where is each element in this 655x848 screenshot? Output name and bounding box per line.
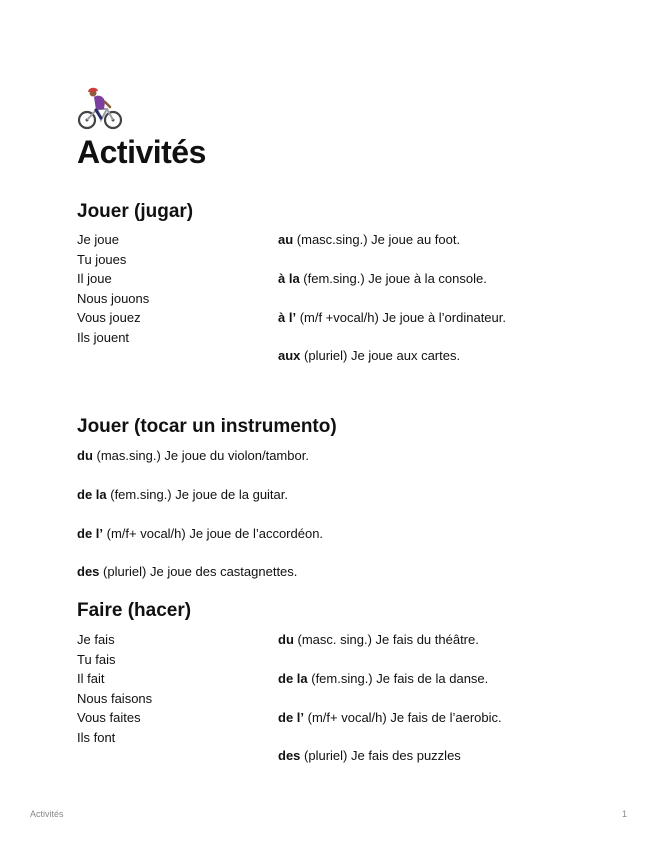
article-term: de la <box>77 487 107 502</box>
article-example <box>278 308 506 328</box>
article-description: (m/f+ vocal/h) Je joue de l’accordéon. <box>103 526 324 541</box>
article-example <box>77 562 297 582</box>
article-term: à la <box>278 271 300 286</box>
article-example <box>278 230 460 250</box>
article-description: (fem.sing.) Je fais de la danse. <box>307 671 489 686</box>
article-description: (m/f +vocal/h) Je joue à l’ordinateur. <box>296 310 506 325</box>
article-term: du <box>278 632 294 647</box>
article-description: (m/f+ vocal/h) Je fais de l’aerobic. <box>304 710 502 725</box>
article-description: (fem.sing.) Je joue à la console. <box>299 271 487 286</box>
article-description: (mas.sing.) Je joue du violon/tambor. <box>92 448 309 463</box>
article-description: (pluriel) Je fais des puzzles <box>300 748 461 763</box>
conjugation-line: Ils jouent <box>77 329 130 345</box>
person-biking-icon <box>77 85 123 131</box>
article-example <box>77 485 288 505</box>
article-example <box>278 746 461 766</box>
article-description: (pluriel) Je joue des castagnettes. <box>99 564 298 579</box>
article-term: du <box>77 448 93 463</box>
conjugation-line: Tu fais <box>77 651 116 667</box>
article-description: (pluriel) Je joue aux cartes. <box>300 348 461 363</box>
conjugation-line: Je fais <box>77 632 115 647</box>
article-example <box>278 669 488 689</box>
article-example <box>278 630 479 650</box>
article-term: de la <box>278 671 308 686</box>
conjugation-line: Vous faites <box>77 710 141 725</box>
conjugation-line: Nous jouons <box>77 290 150 306</box>
article-term: de l’ <box>278 710 305 725</box>
conjugation-line: Je joue <box>77 232 119 247</box>
conjugation-line: Il fait <box>77 671 105 686</box>
article-example <box>77 446 309 466</box>
article-example <box>77 524 323 544</box>
conjugation-line: Ils font <box>77 729 116 745</box>
article-description: (fem.sing.) Je joue de la guitar. <box>106 487 288 502</box>
article-term: des <box>278 748 301 763</box>
section-heading-faire: Faire (hacer) <box>77 600 192 621</box>
page-title: Activités <box>77 134 206 170</box>
article-term: des <box>77 564 100 579</box>
article-description: (masc. sing.) Je fais du théâtre. <box>293 632 479 647</box>
conjugation-line: Il joue <box>77 271 112 286</box>
article-description: (masc.sing.) Je joue au foot. <box>293 232 461 247</box>
conjugation-line: Nous faisons <box>77 690 153 706</box>
article-example <box>278 708 502 728</box>
section-heading-jouer-jugar: Jouer (jugar) <box>77 201 194 222</box>
section-heading-jouer-instrument: Jouer (tocar un instrumento) <box>77 416 337 437</box>
article-term: à l’ <box>278 310 297 325</box>
article-term: au <box>278 232 294 247</box>
article-example <box>278 269 487 289</box>
article-term: de l’ <box>77 526 104 541</box>
footer-label: Activités <box>30 809 64 819</box>
article-term: aux <box>278 348 301 363</box>
conjugation-line: Tu joues <box>77 251 127 267</box>
page-number: 1 <box>622 809 628 819</box>
article-example <box>278 346 460 366</box>
conjugation-line: Vous jouez <box>77 310 141 325</box>
